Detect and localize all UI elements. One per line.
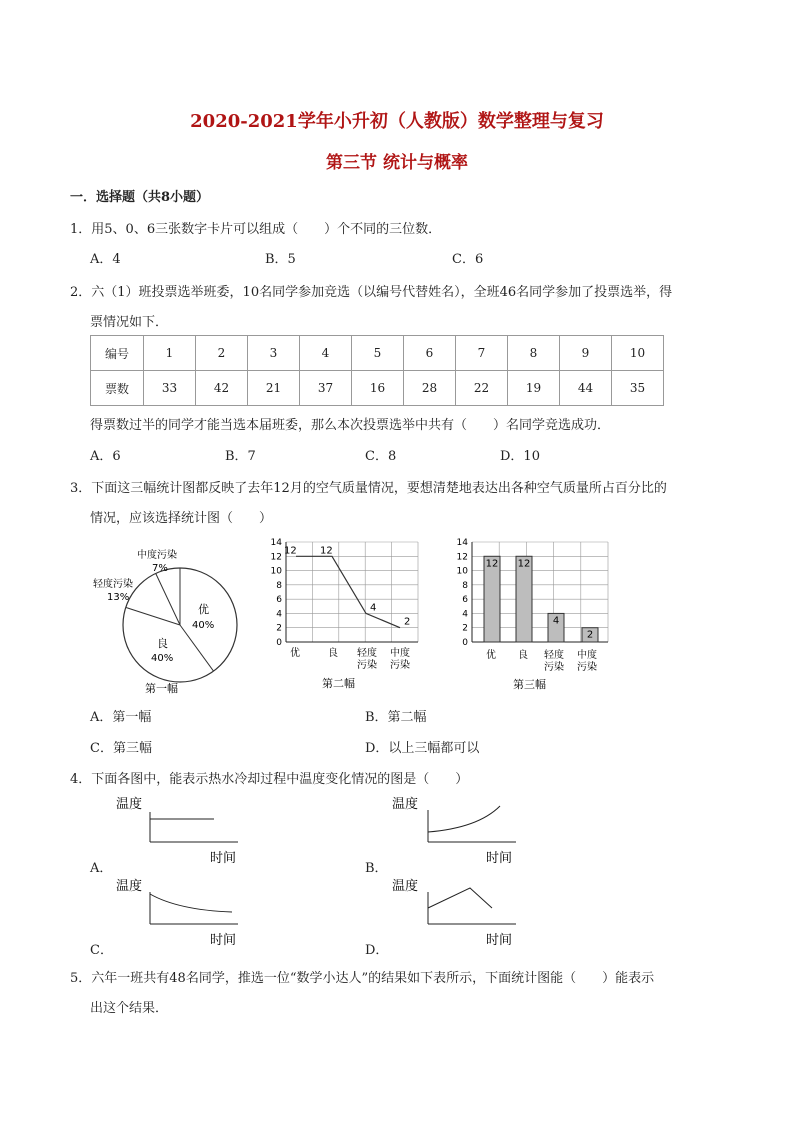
q3-option-a: A．第一幅	[90, 710, 152, 725]
y-tick-label: 0	[462, 638, 468, 648]
pie-divider	[156, 573, 180, 625]
y-tick-label: 10	[456, 566, 468, 577]
q2-option-d: D．10	[500, 449, 540, 464]
y-axis-label: 温度	[392, 797, 419, 812]
graph-d	[388, 876, 528, 948]
table-cell: 22	[456, 371, 508, 406]
y-tick-label: 8	[462, 580, 468, 591]
x-tick-label: 轻度	[357, 648, 377, 659]
graph-c	[110, 876, 250, 948]
x-tick-label: 污染	[390, 660, 410, 671]
y-tick-label: 12	[456, 552, 468, 563]
y-tick-label: 2	[276, 623, 282, 634]
q4-stem: 4．下面各图中，能表示热水冷却过程中温度变化情况的图是（ ）	[70, 772, 469, 787]
table-cell: 3	[248, 336, 300, 371]
graph-b	[388, 794, 528, 866]
table-cell: 19	[508, 371, 560, 406]
y-tick-label: 14	[456, 538, 468, 548]
data-label: 4	[552, 615, 560, 627]
y-tick-label: 10	[270, 566, 282, 577]
table-cell: 35	[612, 371, 664, 406]
q3-stem-line2: 情况，应该选择统计图（ ）	[90, 511, 273, 526]
q4-option-c: C．	[90, 943, 113, 958]
curve	[428, 806, 500, 832]
table-cell: 1	[144, 336, 196, 371]
table-cell: 6	[404, 336, 456, 371]
y-tick-label: 4	[462, 609, 468, 620]
pie-label: 良	[157, 637, 168, 650]
table-cell: 42	[196, 371, 248, 406]
table-cell: 2	[196, 336, 248, 371]
y-axis-label: 温度	[116, 797, 143, 812]
section-heading: 一．选择题（共8小题）	[70, 190, 210, 205]
pie-label: 7%	[152, 563, 168, 574]
table-cell: 21	[248, 371, 300, 406]
pie-label: 40%	[151, 653, 174, 664]
pie-caption: 第一幅	[145, 682, 178, 695]
y-axis-label: 温度	[116, 879, 143, 894]
pie-label: 40%	[192, 620, 215, 631]
table-cell: 票数	[91, 371, 144, 406]
curve	[428, 888, 492, 908]
q2-stem-line2: 票情况如下．	[90, 315, 169, 330]
table-cell: 16	[352, 371, 404, 406]
q2-option-c: C．8	[365, 449, 397, 464]
y-axis-label: 温度	[392, 879, 419, 894]
data-label: 2	[586, 629, 594, 641]
table-cell: 编号	[91, 336, 144, 371]
q1-option-a: A．4	[90, 252, 121, 267]
table-cell: 8	[508, 336, 560, 371]
pie-divider	[180, 625, 214, 671]
data-label: 12	[485, 558, 499, 570]
table-cell: 5	[352, 336, 404, 371]
x-axis-label: 时间	[210, 851, 237, 866]
data-label: 12	[284, 545, 297, 557]
line-caption: 第二幅	[322, 677, 355, 690]
y-tick-label: 6	[276, 595, 282, 606]
x-tick-label: 污染	[577, 662, 597, 673]
x-axis-label: 时间	[486, 851, 513, 866]
q3-option-d: D．以上三幅都可以	[365, 741, 480, 756]
q2-stem-line1: 2．六（1）班投票选举班委，10名同学参加竞选（以编号代替姓名），全班46名同学参加了投票选举，得	[70, 285, 673, 300]
data-label: 12	[517, 558, 531, 570]
data-label: 4	[370, 602, 377, 614]
q1-option-b: B．5	[265, 252, 296, 267]
q4-option-b: B．	[365, 861, 388, 876]
curve	[150, 894, 232, 912]
x-tick-label: 良	[518, 650, 528, 661]
table-cell: 37	[300, 371, 352, 406]
data-label: 12	[320, 545, 333, 557]
graph-a	[110, 794, 250, 866]
q1-option-c: C．6	[452, 252, 484, 267]
q3-option-c: C．第三幅	[90, 741, 152, 756]
q2-option-b: B．7	[225, 449, 256, 464]
pie-chart	[85, 540, 265, 700]
votes-table	[90, 335, 664, 406]
q5-stem-line1: 5．六年一班共有48名同学，推选一位“数学小达人”的结果如下表所示，下面统计图能（ ）能表示	[70, 971, 655, 986]
y-tick-label: 6	[462, 595, 468, 606]
q3-stem-line1: 3．下面这三幅统计图都反映了去年12月的空气质量情况，要想清楚地表达出各种空气质量所占百分比的	[70, 481, 667, 496]
x-tick-label: 中度	[577, 650, 597, 661]
q5-stem-line2: 出这个结果．	[90, 1001, 169, 1016]
pie-label: 轻度污染	[93, 579, 133, 590]
x-tick-label: 中度	[390, 648, 410, 659]
page-subtitle: 第三节 统计与概率	[326, 153, 468, 173]
table-cell: 44	[560, 371, 612, 406]
q3-option-b: B．第二幅	[365, 710, 427, 725]
pie-label: 13%	[107, 592, 130, 603]
y-tick-label: 12	[270, 552, 282, 563]
q2-option-a: A．6	[90, 449, 121, 464]
x-tick-label: 轻度	[544, 650, 564, 661]
x-axis-label: 时间	[486, 933, 513, 948]
table-cell: 33	[144, 371, 196, 406]
x-tick-label: 污染	[544, 662, 564, 673]
pie-divider	[126, 607, 180, 625]
table-cell: 7	[456, 336, 508, 371]
q1-stem: 1．用5、0、6三张数字卡片可以组成（ ）个不同的三位数．	[70, 222, 442, 237]
q4-option-d: D．	[365, 943, 389, 958]
pie-label: 优	[198, 603, 209, 616]
page-title: 2020-2021学年小升初（人教版）数学整理与复习	[190, 111, 604, 132]
x-tick-label: 污染	[357, 660, 377, 671]
x-tick-label: 优	[486, 650, 496, 661]
pie-label: 中度污染	[137, 550, 177, 561]
table-cell: 4	[300, 336, 352, 371]
y-tick-label: 4	[276, 609, 282, 620]
table-row	[91, 336, 664, 371]
table-row	[91, 371, 664, 406]
data-label: 2	[404, 616, 411, 628]
bar-chart	[450, 536, 620, 696]
table-cell: 10	[612, 336, 664, 371]
x-axis-label: 时间	[210, 933, 237, 948]
line-chart	[262, 536, 432, 696]
table-cell: 28	[404, 371, 456, 406]
q4-option-a: A．	[90, 861, 113, 876]
y-tick-label: 14	[270, 538, 282, 548]
x-tick-label: 良	[328, 648, 338, 659]
x-tick-label: 优	[290, 648, 300, 659]
y-tick-label: 8	[276, 580, 282, 591]
line-series	[296, 556, 400, 627]
y-tick-label: 0	[276, 638, 282, 648]
q2-after: 得票数过半的同学才能当选本届班委，那么本次投票选举中共有（ ）名同学竞选成功．	[90, 418, 611, 433]
table-cell: 9	[560, 336, 612, 371]
y-tick-label: 2	[462, 623, 468, 634]
bar-caption: 第三幅	[513, 678, 546, 691]
